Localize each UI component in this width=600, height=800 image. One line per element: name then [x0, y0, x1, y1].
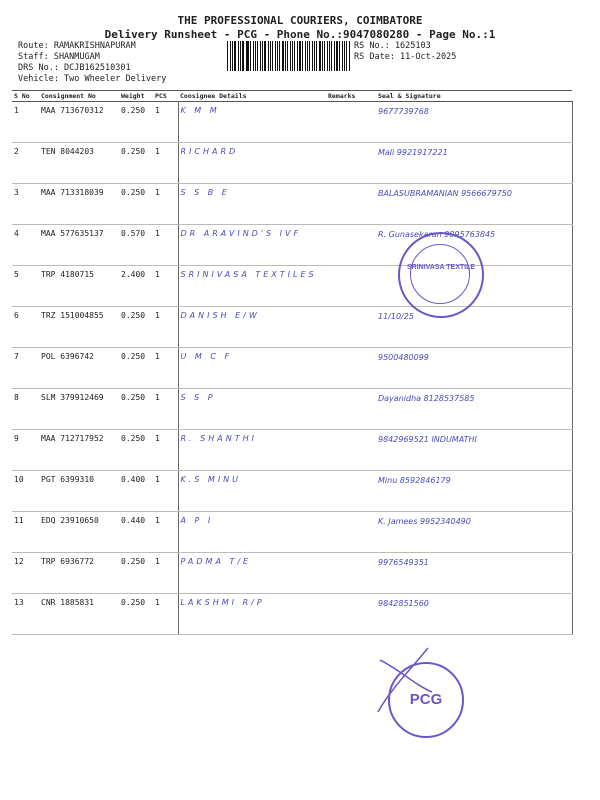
row-pcs: 1	[153, 266, 178, 307]
row-pcs: 1	[153, 225, 178, 266]
row-weight: 0.250	[119, 553, 153, 594]
row-consignee: S S B E	[178, 184, 326, 225]
row-remarks	[326, 512, 376, 553]
table-row	[12, 184, 572, 225]
table-row	[12, 430, 572, 471]
row-weight: 0.250	[119, 184, 153, 225]
vehicle-label: Vehicle: Two Wheeler Delivery	[18, 74, 167, 84]
row-weight: 0.250	[119, 594, 153, 635]
row-weight: 0.250	[119, 389, 153, 430]
col-consignee: Consignee Details	[178, 91, 326, 102]
row-consignee: DR ARAVIND'S IVF	[178, 225, 326, 266]
row-sno: 5	[12, 266, 39, 307]
runsheet-table	[12, 90, 573, 635]
table-row	[12, 594, 572, 635]
row-consignee: U M C F	[178, 348, 326, 389]
row-consignment: TRZ 151004855	[39, 307, 119, 348]
row-signature: 9842851560	[376, 594, 572, 635]
row-consignee: A P I	[178, 512, 326, 553]
row-consignee: LAKSHMI R/P	[178, 594, 326, 635]
row-remarks	[326, 102, 376, 143]
row-signature: Dayanidha 8128537585	[376, 389, 572, 430]
col-signature: Seal & Signature	[376, 91, 572, 102]
row-remarks	[326, 430, 376, 471]
row-consignment: SLM 379912469	[39, 389, 119, 430]
row-signature: 9976549351	[376, 553, 572, 594]
table-header	[12, 91, 572, 102]
row-consignee: R. SHANTHI	[178, 430, 326, 471]
row-pcs: 1	[153, 143, 178, 184]
row-consignment: TRP 6936772	[39, 553, 119, 594]
row-signature: 9677739768	[376, 102, 572, 143]
row-pcs: 1	[153, 594, 178, 635]
row-remarks	[326, 184, 376, 225]
row-consignment: POL 6396742	[39, 348, 119, 389]
row-consignment: PGT 6399310	[39, 471, 119, 512]
row-consignment: CNR 1885831	[39, 594, 119, 635]
row-pcs: 1	[153, 102, 178, 143]
row-signature: 9500480099	[376, 348, 572, 389]
col-consignment: Consignment No	[39, 91, 119, 102]
rs-number: RS No.: 1625103	[354, 41, 431, 51]
table-row	[12, 471, 572, 512]
row-weight: 0.250	[119, 307, 153, 348]
company-name: THE PROFESSIONAL COURIERS, COIMBATORE	[177, 14, 423, 27]
table-row	[12, 266, 572, 307]
table-row	[12, 307, 572, 348]
barcode	[227, 41, 351, 71]
row-pcs: 1	[153, 553, 178, 594]
row-pcs: 1	[153, 184, 178, 225]
row-sno: 8	[12, 389, 39, 430]
row-sno: 3	[12, 184, 39, 225]
row-sno: 12	[12, 553, 39, 594]
table-row	[12, 512, 572, 553]
row-consignee: PADMA T/E	[178, 553, 326, 594]
row-pcs: 1	[153, 430, 178, 471]
row-sno: 10	[12, 471, 39, 512]
row-pcs: 1	[153, 512, 178, 553]
row-weight: 0.570	[119, 225, 153, 266]
table-row	[12, 225, 572, 266]
row-consignee: S S P	[178, 389, 326, 430]
row-consignee: K.S MINU	[178, 471, 326, 512]
row-remarks	[326, 389, 376, 430]
row-consignment: MAA 577635137	[39, 225, 119, 266]
row-sno: 13	[12, 594, 39, 635]
row-consignment: TEN 8044203	[39, 143, 119, 184]
runsheet-title: Delivery Runsheet - PCG - Phone No.:9047080280 - Page No.:1	[104, 28, 496, 41]
row-consignment: TRP 4180715	[39, 266, 119, 307]
col-remarks: Remarks	[326, 91, 376, 102]
row-sno: 6	[12, 307, 39, 348]
row-signature: 11/10/25	[376, 307, 572, 348]
row-pcs: 1	[153, 348, 178, 389]
table-row	[12, 348, 572, 389]
row-pcs: 1	[153, 471, 178, 512]
table-row	[12, 102, 572, 143]
row-consignment: EDQ 23910650	[39, 512, 119, 553]
row-sno: 11	[12, 512, 39, 553]
row-signature: BALASUBRAMANIAN 9566679750	[376, 184, 572, 225]
row-consignee: K M M	[178, 102, 326, 143]
row-signature: K. Jamees 9952340490	[376, 512, 572, 553]
row-consignee: DANISH E/W	[178, 307, 326, 348]
pcg-signature-stroke	[370, 630, 460, 720]
table-row	[12, 143, 572, 184]
srinivasa-stamp: SRINIVASA TEXTILE	[398, 232, 484, 318]
row-signature: 9842969521 INDUMATHI	[376, 430, 572, 471]
row-sno: 9	[12, 430, 39, 471]
row-weight: 2.400	[119, 266, 153, 307]
row-signature: Mali 9921917221	[376, 143, 572, 184]
row-consignment: MAA 713318039	[39, 184, 119, 225]
row-signature: R. Gunasekaran 9895763845	[376, 225, 572, 266]
row-sno: 1	[12, 102, 39, 143]
row-sno: 2	[12, 143, 39, 184]
staff-label: Staff: SHANMUGAM	[18, 52, 100, 62]
row-weight: 0.250	[119, 348, 153, 389]
row-weight: 0.440	[119, 512, 153, 553]
rs-date: RS Date: 11-Oct-2025	[354, 52, 457, 62]
row-sno: 7	[12, 348, 39, 389]
row-consignee: RICHARD	[178, 143, 326, 184]
row-remarks	[326, 307, 376, 348]
row-remarks	[326, 225, 376, 266]
row-pcs: 1	[153, 307, 178, 348]
row-consignee: SRINIVASA TEXTILES	[178, 266, 326, 307]
col-sno: S No	[12, 91, 39, 102]
drs-number: DRS No.: DCJB162510301	[18, 63, 131, 73]
row-consignment: MAA 712717952	[39, 430, 119, 471]
row-signature: Minu 8592846179	[376, 471, 572, 512]
row-weight: 0.250	[119, 430, 153, 471]
col-weight: Weight	[119, 91, 153, 102]
col-pcs: PCS	[153, 91, 178, 102]
table-row	[12, 389, 572, 430]
row-remarks	[326, 143, 376, 184]
meta-right	[354, 41, 456, 63]
row-remarks	[326, 266, 376, 307]
row-remarks	[326, 471, 376, 512]
row-weight: 0.250	[119, 143, 153, 184]
row-consignment: MAA 713670312	[39, 102, 119, 143]
route-label: Route: RAMAKRISHNAPURAM	[18, 41, 136, 51]
row-pcs: 1	[153, 389, 178, 430]
row-weight: 0.250	[119, 102, 153, 143]
meta-left	[18, 41, 166, 85]
row-remarks	[326, 348, 376, 389]
pcg-stamp: PCG	[388, 662, 464, 738]
row-weight: 0.400	[119, 471, 153, 512]
row-sno: 4	[12, 225, 39, 266]
row-remarks	[326, 594, 376, 635]
row-remarks	[326, 553, 376, 594]
table-row	[12, 553, 572, 594]
